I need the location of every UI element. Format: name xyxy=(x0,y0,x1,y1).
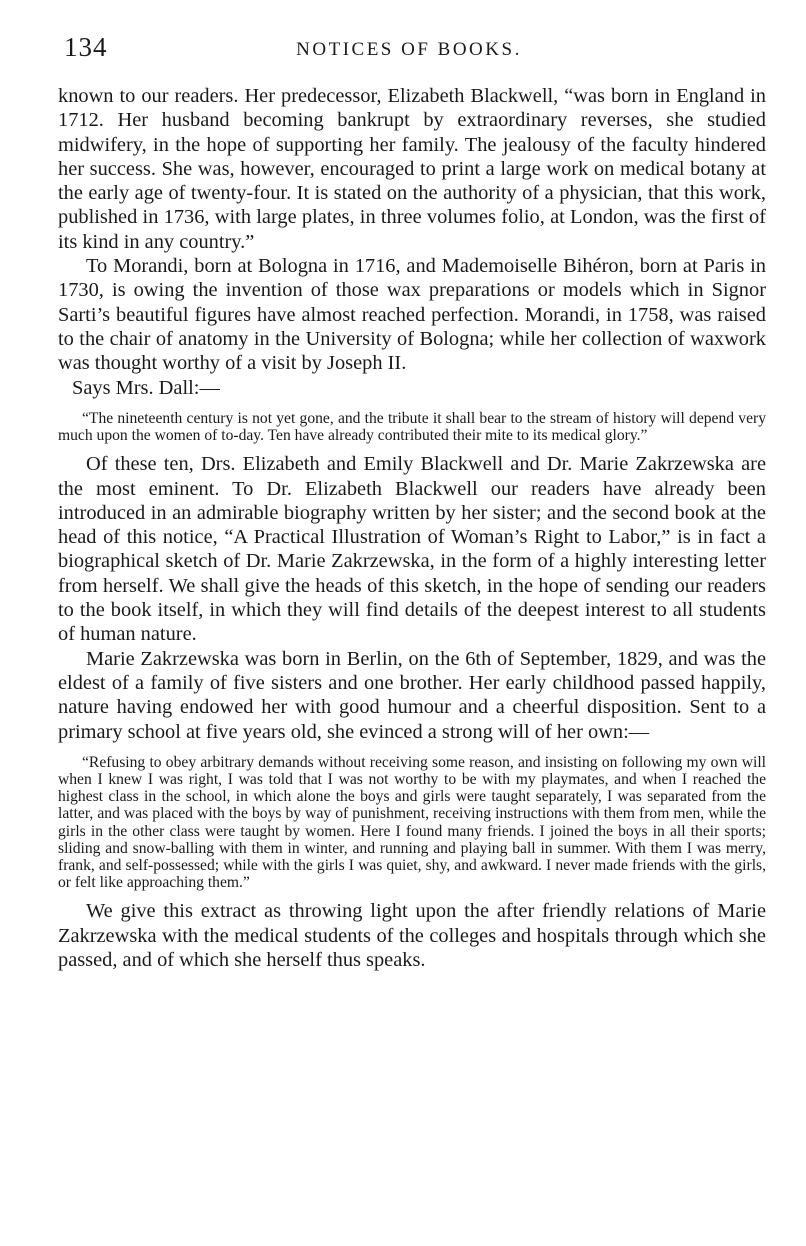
paragraph-blackwell: known to our readers. Her predecessor, Elizabeth Blackwell, “was born in England in 1712. Her husband becoming bankrupt by extraordinary reverses, she studied midwifery, in the hope of supporting her family. The jealousy of the faculty hindered her success. She was, however, encouraged to print a large work on medical botany at the early age of twenty-four. It is stated on the authority of a physician, that this work, published in 1736, with large plates, in three volumes folio, at London, was the first of its kind in any country.” xyxy=(58,85,766,253)
running-title: NOTICES OF BOOKS. xyxy=(296,39,522,60)
quote-nineteenth-century: “The nineteenth century is not yet gone, and the tribute it shall bear to the stream of history will depend very much upon the women of to-day. Ten have already contributed their mite to its medical glory.” xyxy=(58,409,766,445)
paragraph-morandi: To Morandi, born at Bologna in 1716, and Mademoiselle Bihéron, born at Paris in 1730, is owing the invention of those wax preparations or models which in Signor Sarti’s beautiful figures have almost reached perfection. Morandi, in 1758, was raised to the chair of anatomy in the University of Bologna; while her collection of waxwork was thought worthy of a visit by Joseph II. xyxy=(58,255,766,375)
page-body xyxy=(58,84,766,972)
paragraph-of-these-ten: Of these ten, Drs. Elizabeth and Emily Blackwell and Dr. Marie Zakrzewska are the most eminent. To Dr. Elizabeth Blackwell our readers have already been introduced in an admirable biography written by her sister; and the second book at the head of this notice, “A Practical Illustration of Woman’s Right to Labor,” is in fact a biographical sketch of Dr. Marie Zakrzewska, in the form of a highly interesting letter from herself. We shall give the heads of this sketch, in the hope of sending our readers to the book itself, in which they will find details of the deepest interest to all students of human nature. xyxy=(58,453,766,646)
paragraph-zakrzewska-born: Marie Zakrzewska was born in Berlin, on the 6th of September, 1829, and was the eldest of a family of five sisters and one brother. Her early childhood passed happily, nature having endowed her with good humour and a cheerful disposition. Sent to a primary school at five years old, she evinced a strong will of her own:— xyxy=(58,647,766,743)
page-header xyxy=(64,32,754,68)
quote-refusing-to-obey: “Refusing to obey arbitrary demands without receiving some reason, and insisting on following my own will when I knew I was right, I was told that I was not worthy to be with my playmates, and when I reached the highest class in the school, in which alone the boys and girls were taught separately, I was separated from the latter, and was placed with the boys by way of punishment, receiving instructions with them from men, while the girls in the other class were taught by women. Here I found many friends. I joined the boys in all their sports; sliding and snow-balling with them in winter, and running and playing ball in summer. With them I was merry, frank, and self-possessed; while with the girls I was quiet, shy, and awkward. I never made friends with the girls, or felt like approaching them.” xyxy=(58,753,766,892)
page-number: 134 xyxy=(64,32,108,62)
paragraph-extract-light: We give this extract as throwing light upon the after friendly relations of Marie Zakrzewska with the medical students of the colleges and hospitals through which she passed, and of which she herself thus speaks. xyxy=(58,900,766,972)
paragraph-says-mrs-dall: Says Mrs. Dall:— xyxy=(72,376,220,399)
